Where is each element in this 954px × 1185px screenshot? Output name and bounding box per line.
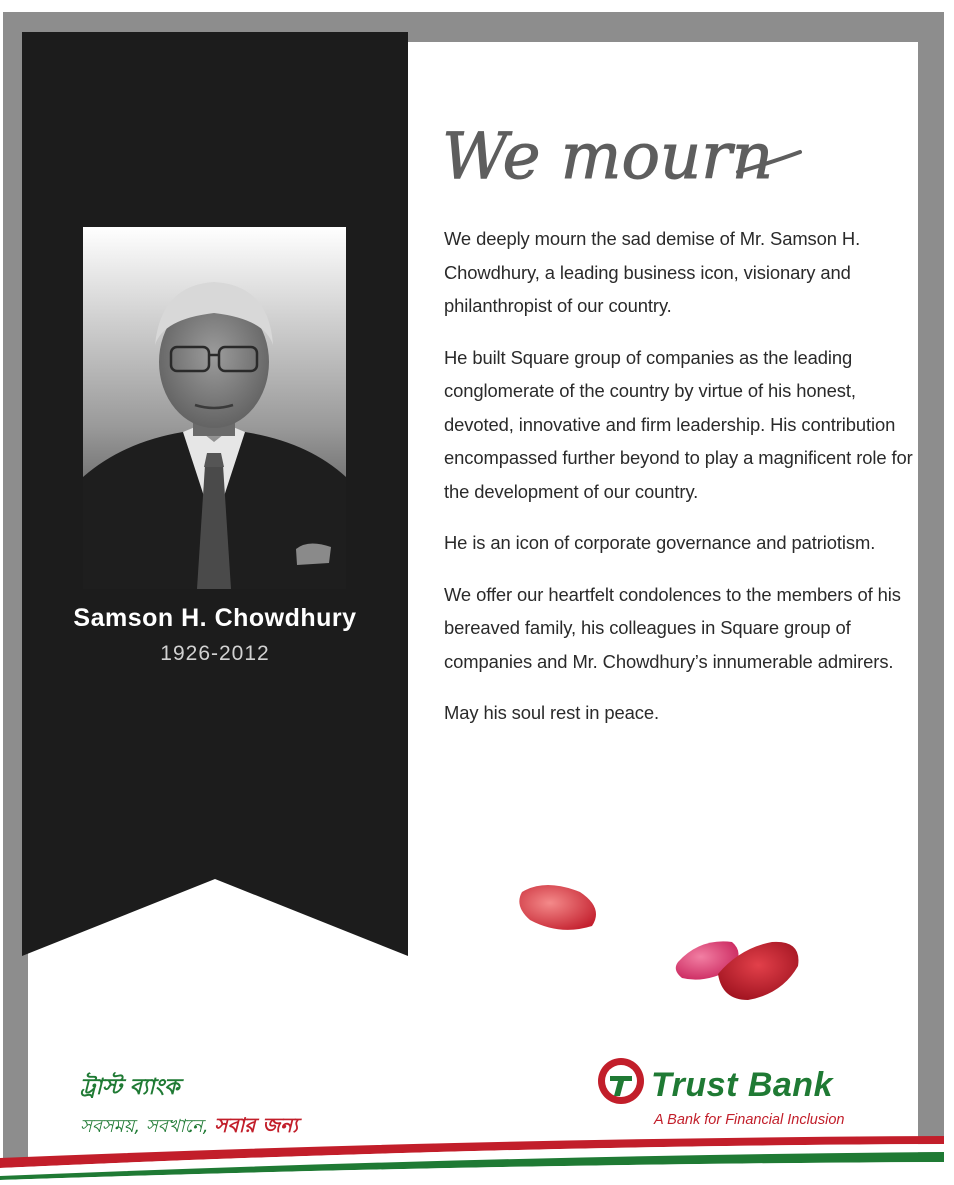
edge-left — [0, 12, 3, 1180]
person-name: Samson H. Chowdhury — [73, 604, 357, 632]
condolence-text — [444, 222, 914, 748]
person-years: 1926-2012 — [160, 642, 270, 665]
trust-bank-tagline: A Bank for Financial Inclusion — [654, 1112, 845, 1128]
trust-bank-emblem-icon — [596, 1056, 646, 1106]
bangla-tagline-green: সবসময়, সবখানে, — [80, 1116, 209, 1137]
paragraph-3: He is an icon of corporate governance and patriotism. — [444, 532, 876, 553]
bottom-swoosh — [0, 1128, 954, 1180]
frame-top — [0, 0, 954, 12]
paragraph-5: May his soul rest in peace. — [444, 702, 660, 723]
paragraph-2: He built Square group of companies as the leading conglomerate of the country by virtue of his honest, devoted, innovative and firm leadership. His contribution encompassed further beyond to play a magnificent role for the development of our country. — [444, 346, 913, 502]
trust-bank-logo — [596, 1056, 876, 1132]
rose-petals-decoration — [500, 870, 820, 1010]
paragraph-1: We deeply mourn the sad demise of Mr. Samson H. Chowdhury, a leading business icon, visionary and philanthropist of our country. — [444, 228, 861, 316]
portrait-photo — [83, 227, 346, 589]
we-mourn-text: We mourn — [442, 120, 774, 194]
we-mourn-heading — [438, 100, 808, 200]
bangla-bank-name: ট্রাস্ট ব্যাংক — [80, 1075, 180, 1100]
edge-right — [944, 0, 954, 1180]
paragraph-4: We offer our heartfelt condolences to the members of his bereaved family, his colleagues in Square group of companies and Mr. Chowdhury’s innumerable admirers. — [444, 583, 901, 672]
bangla-tagline-red: সবার জন্য — [214, 1113, 298, 1137]
trust-bank-name: Trust Bank — [651, 1066, 833, 1104]
